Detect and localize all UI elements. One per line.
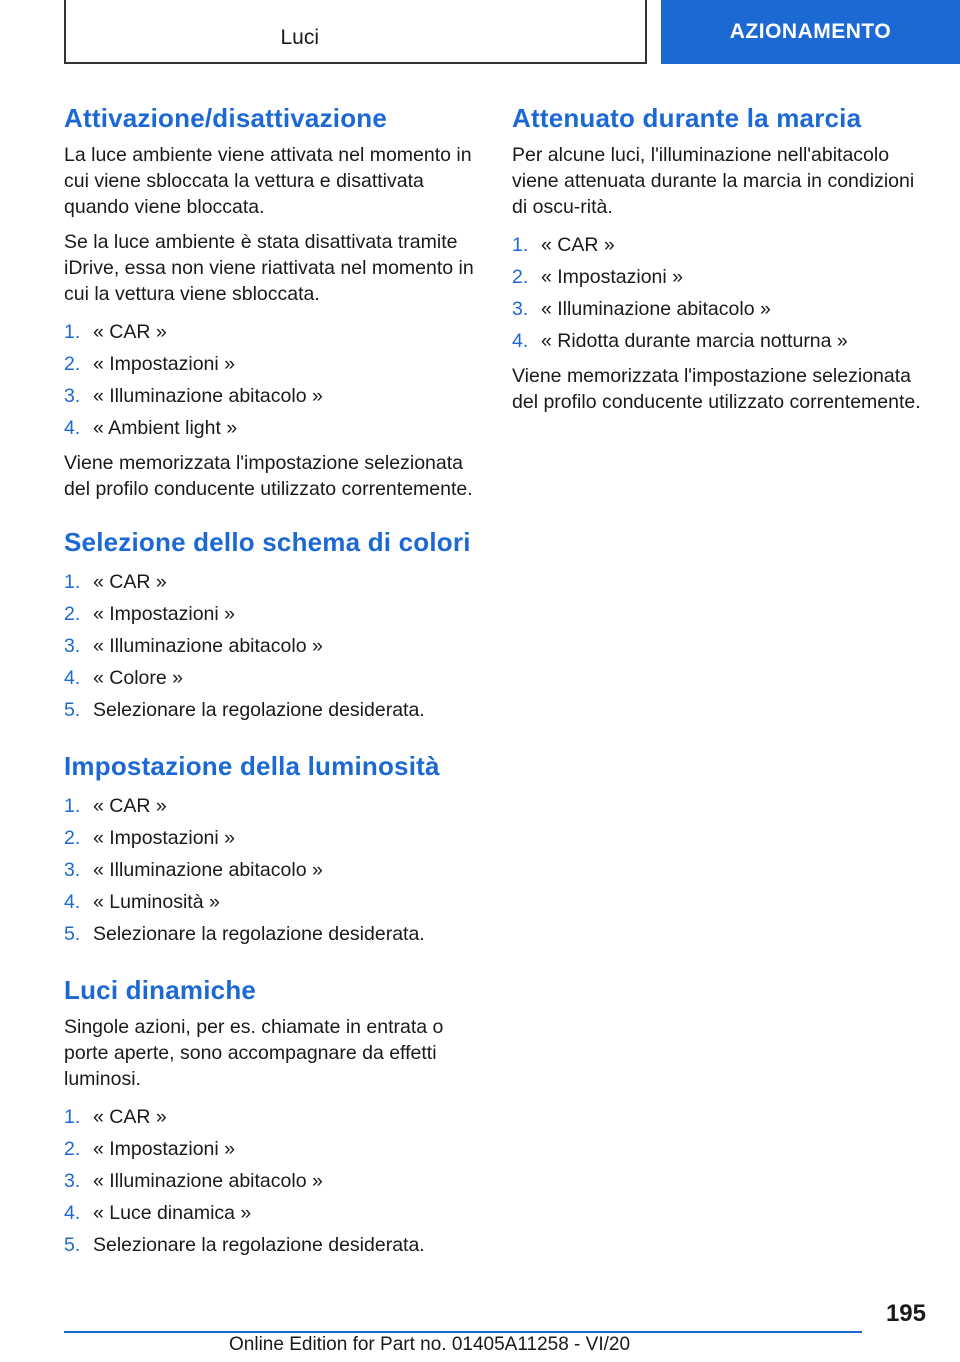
right-column — [512, 100, 930, 437]
paragraph: Se la luce ambiente è stata disattivata tramite iDrive, essa non viene riattivata nel momento in cui la vettura viene sbloccata. — [64, 231, 474, 305]
step-number: 1. — [64, 321, 81, 343]
step-item — [512, 229, 930, 261]
step-item — [64, 1101, 482, 1133]
step-item — [64, 630, 482, 662]
section — [64, 972, 482, 1261]
steps-list — [64, 1101, 482, 1261]
step-item — [64, 790, 482, 822]
step-text: « Impostazioni » — [93, 353, 235, 375]
step-number: 4. — [64, 417, 81, 439]
step-item — [64, 662, 482, 694]
step-text: « CAR » — [541, 234, 615, 256]
section — [64, 748, 482, 950]
step-item — [512, 261, 930, 293]
section — [64, 524, 482, 726]
step-number: 3. — [64, 1170, 81, 1192]
header-box — [64, 0, 647, 64]
step-number: 3. — [64, 635, 81, 657]
step-text: « Impostazioni » — [93, 1138, 235, 1160]
steps-list — [512, 229, 930, 357]
section-heading: Luci dinamiche — [64, 975, 257, 1005]
step-number: 2. — [64, 1138, 81, 1160]
step-text: « Illuminazione abitacolo » — [541, 298, 771, 320]
step-text: « CAR » — [93, 795, 167, 817]
step-text: « CAR » — [93, 321, 167, 343]
step-item — [64, 886, 482, 918]
steps-list — [64, 566, 482, 726]
step-text: « Impostazioni » — [93, 603, 235, 625]
paragraph: Per alcune luci, l'illuminazione nell'abitacolo viene attenuata durante la marcia in condizioni di oscu-rità. — [512, 144, 915, 218]
step-text: « Illuminazione abitacolo » — [93, 1170, 323, 1192]
step-text: « CAR » — [93, 571, 167, 593]
header-section-title: Luci — [280, 26, 319, 49]
step-text: « Luce dinamica » — [93, 1202, 252, 1224]
step-number: 5. — [64, 1234, 81, 1256]
step-item — [64, 918, 482, 950]
step-item — [64, 380, 482, 412]
step-item — [64, 566, 482, 598]
step-text: « Colore » — [93, 667, 183, 689]
step-item — [64, 348, 482, 380]
footer-divider — [64, 1331, 862, 1333]
section — [512, 100, 930, 415]
step-item — [512, 293, 930, 325]
step-item — [512, 325, 930, 357]
step-item — [64, 822, 482, 854]
step-number: 1. — [512, 234, 529, 256]
paragraph: Viene memorizzata l'impostazione selezionata del profilo conducente utilizzato correntemente. — [64, 452, 473, 500]
section — [64, 100, 482, 502]
step-text: Selezionare la regolazione desiderata. — [93, 699, 425, 721]
step-item — [64, 1133, 482, 1165]
step-item — [64, 316, 482, 348]
step-number: 1. — [64, 795, 81, 817]
step-number: 2. — [64, 827, 81, 849]
left-column — [64, 100, 482, 1283]
step-number: 4. — [512, 330, 529, 352]
step-number: 4. — [64, 667, 81, 689]
step-number: 1. — [64, 1106, 81, 1128]
step-number: 5. — [64, 699, 81, 721]
section-heading: Selezione dello schema di colori — [64, 527, 471, 557]
step-text: Selezionare la regolazione desiderata. — [93, 923, 425, 945]
step-number: 1. — [64, 571, 81, 593]
step-number: 4. — [64, 1202, 81, 1224]
step-text: « Ridotta durante marcia notturna » — [541, 330, 848, 352]
header-chapter-tab[interactable]: AZIONAMENTO — [661, 0, 960, 64]
paragraph: La luce ambiente viene attivata nel momento in cui viene sbloccata la vettura e disattivata quando viene bloccata. — [64, 144, 472, 218]
step-text: « CAR » — [93, 1106, 167, 1128]
step-text: « Luminosità » — [93, 891, 220, 913]
step-text: « Impostazioni » — [93, 827, 235, 849]
section-heading: Attivazione/disattivazione — [64, 103, 388, 133]
step-number: 3. — [64, 859, 81, 881]
step-text: Selezionare la regolazione desiderata. — [93, 1234, 425, 1256]
step-item — [64, 412, 482, 444]
step-number: 2. — [64, 353, 81, 375]
step-number: 3. — [64, 385, 81, 407]
section-heading: Attenuato durante la marcia — [512, 103, 862, 133]
paragraph: Viene memorizzata l'impostazione selezionata del profilo conducente utilizzato correntemente. — [512, 365, 921, 413]
paragraph: Singole azioni, per es. chiamate in entrata o porte aperte, sono accompagnare da effetti luminosi. — [64, 1016, 444, 1090]
footer-edition: Online Edition for Part no. 01405A11258 - VI/20 — [229, 1334, 631, 1355]
step-number: 3. — [512, 298, 529, 320]
step-item — [64, 694, 482, 726]
page-number: 195 — [885, 1300, 926, 1327]
step-number: 2. — [64, 603, 81, 625]
step-number: 4. — [64, 891, 81, 913]
step-item — [64, 598, 482, 630]
section-heading: Impostazione della luminosità — [64, 751, 440, 781]
step-item — [64, 854, 482, 886]
step-text: « Ambient light » — [93, 417, 238, 439]
step-number: 2. — [512, 266, 529, 288]
step-item — [64, 1165, 482, 1197]
step-text: « Illuminazione abitacolo » — [93, 385, 323, 407]
step-text: « Illuminazione abitacolo » — [93, 859, 323, 881]
step-text: « Illuminazione abitacolo » — [93, 635, 323, 657]
step-number: 5. — [64, 923, 81, 945]
step-item — [64, 1229, 482, 1261]
steps-list — [64, 790, 482, 950]
steps-list — [64, 316, 482, 444]
step-item — [64, 1197, 482, 1229]
step-text: « Impostazioni » — [541, 266, 683, 288]
